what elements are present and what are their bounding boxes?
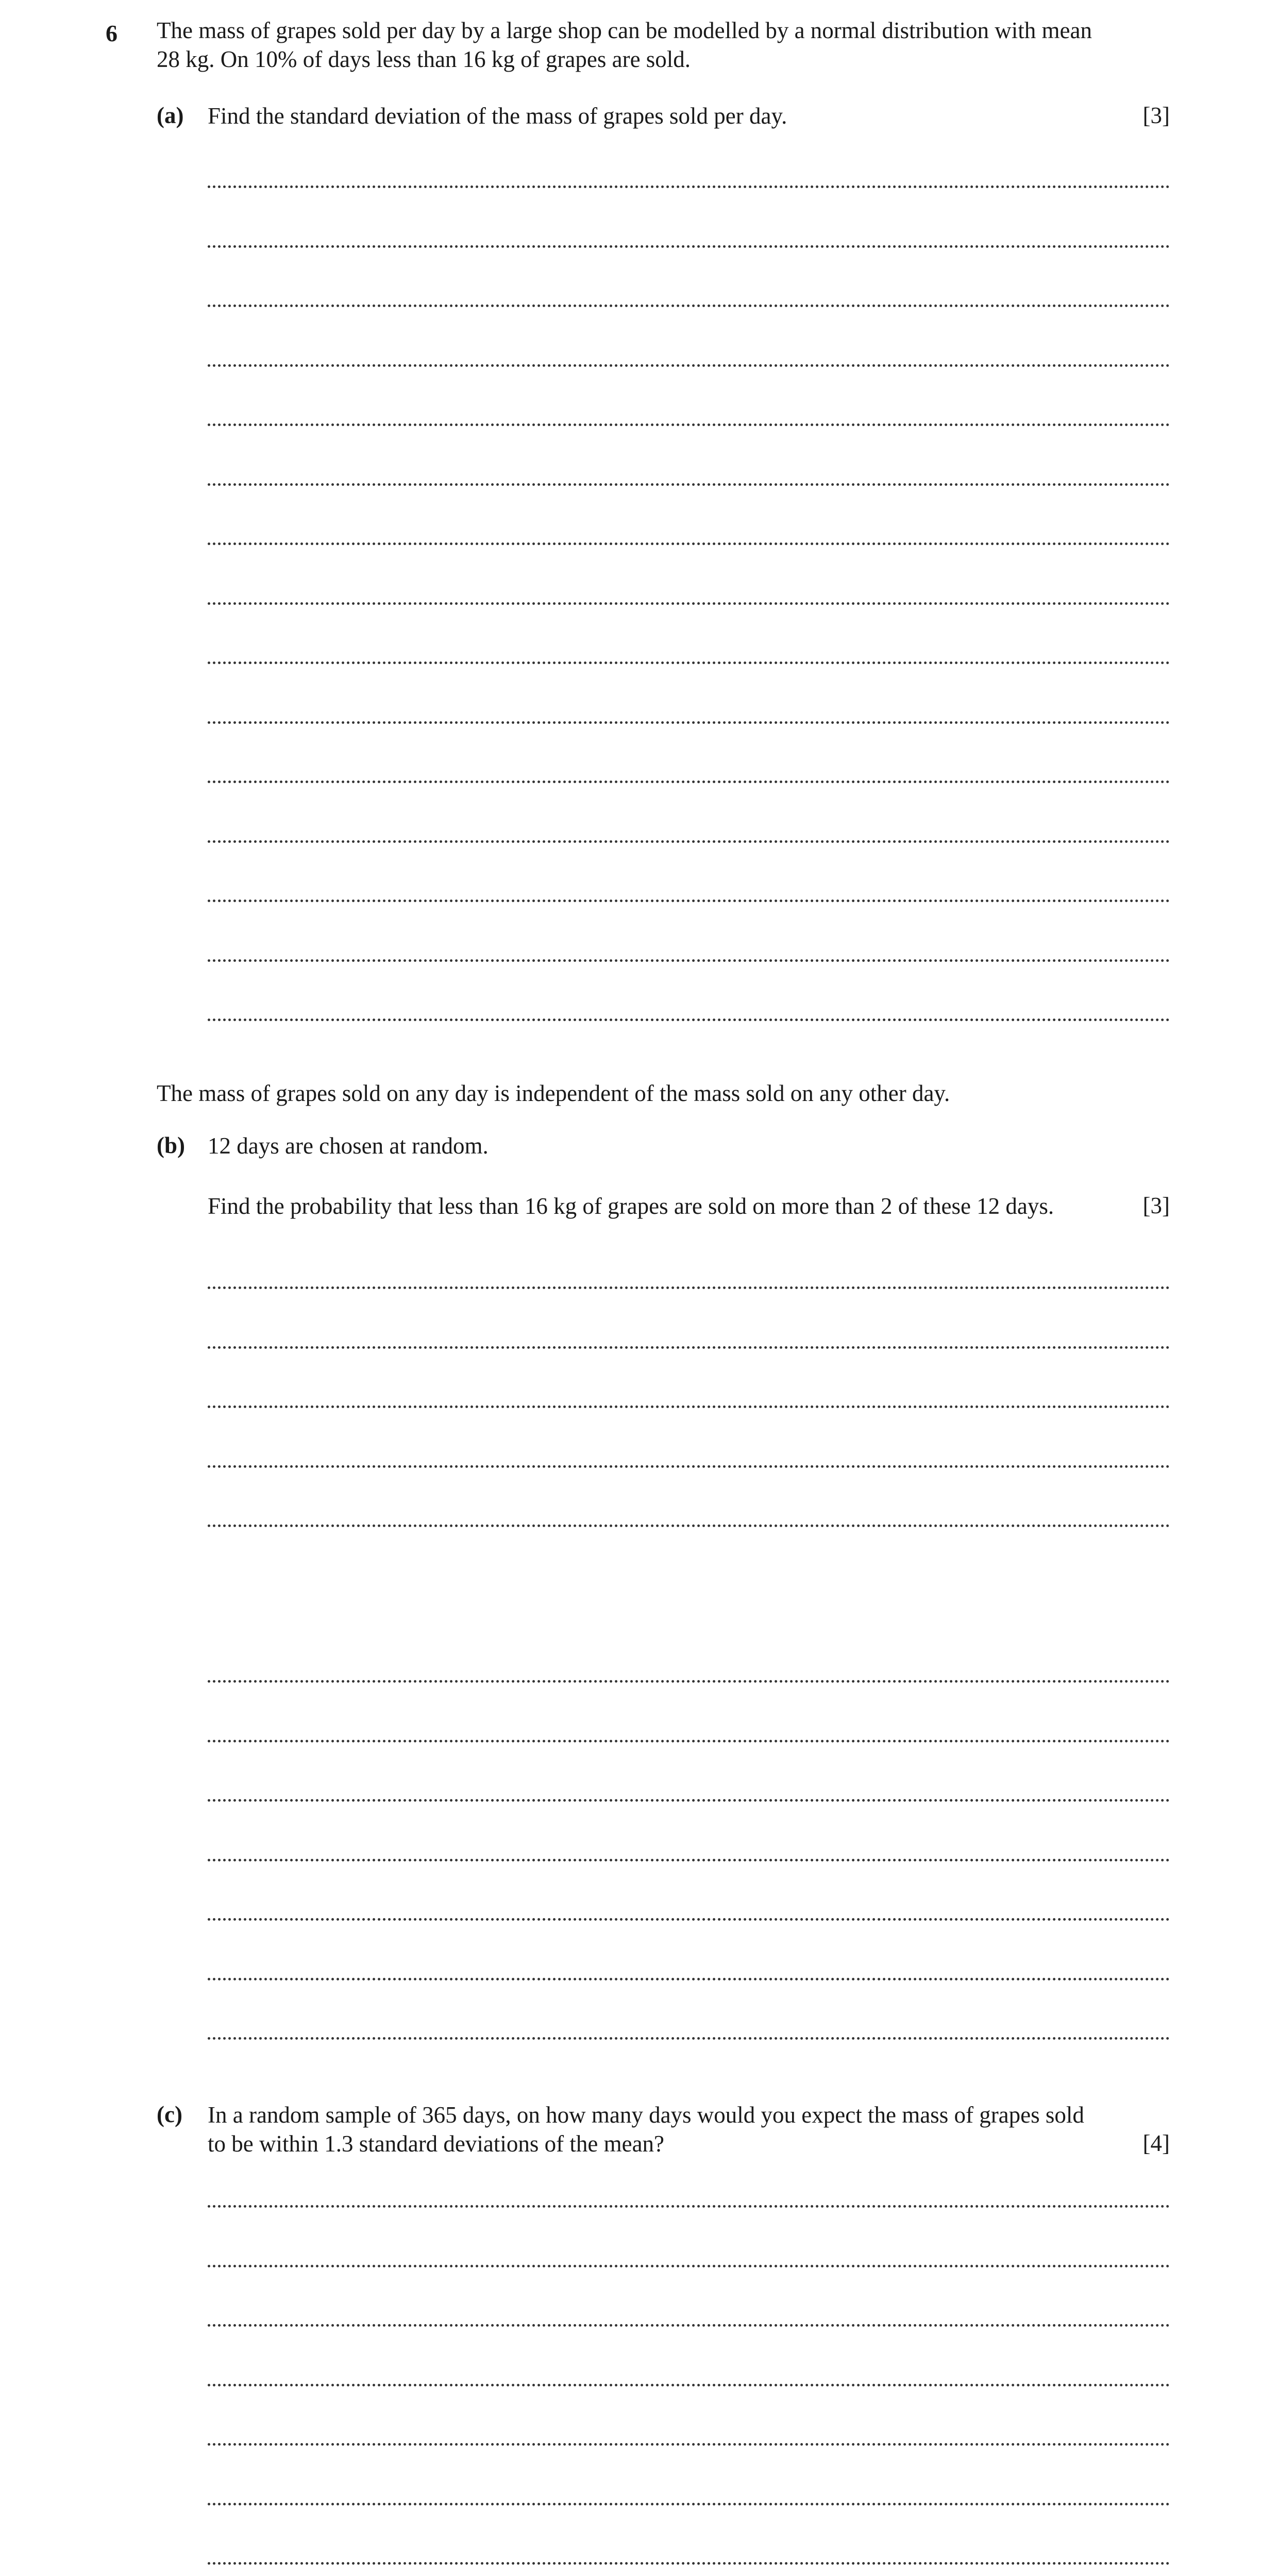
question-number: 6 (106, 20, 117, 46)
answer-line[interactable] (208, 1680, 1170, 1683)
answer-line[interactable] (208, 2265, 1170, 2267)
answer-line[interactable] (208, 1740, 1170, 1742)
answer-line[interactable] (208, 1465, 1170, 1468)
answer-line[interactable] (208, 959, 1170, 962)
answer-line[interactable] (208, 1859, 1170, 1861)
answer-line[interactable] (208, 423, 1170, 426)
answer-line[interactable] (208, 304, 1170, 307)
question-stem-line-2: 28 kg. On 10% of days less than 16 kg of grapes are sold. (157, 46, 691, 72)
part-a-label: (a) (157, 103, 184, 128)
part-b-text-1: 12 days are chosen at random. (208, 1133, 489, 1159)
answer-line[interactable] (208, 2324, 1170, 2327)
answer-line[interactable] (208, 1019, 1170, 1021)
answer-line[interactable] (208, 1524, 1170, 1527)
answer-line[interactable] (208, 900, 1170, 902)
part-a-marks: [3] (1142, 103, 1170, 128)
answer-line[interactable] (208, 1978, 1170, 1980)
answer-line[interactable] (208, 781, 1170, 783)
answer-line[interactable] (208, 1286, 1170, 1289)
answer-line[interactable] (208, 2037, 1170, 2040)
answer-line[interactable] (208, 2205, 1170, 2208)
question-stem-line-1: The mass of grapes sold per day by a large shop can be modelled by a normal distribution with mean (157, 18, 1092, 43)
answer-line[interactable] (208, 1346, 1170, 1349)
answer-line[interactable] (208, 483, 1170, 486)
independence-statement: The mass of grapes sold on any day is independent of the mass sold on any other day. (157, 1080, 950, 1106)
part-b-text-2: Find the probability that less than 16 kg of grapes are sold on more than 2 of these 12 days. (208, 1193, 1054, 1219)
answer-line[interactable] (208, 662, 1170, 664)
answer-line[interactable] (208, 2384, 1170, 2386)
part-c-text-1: In a random sample of 365 days, on how many days would you expect the mass of grapes sold (208, 2102, 1084, 2128)
answer-line[interactable] (208, 185, 1170, 188)
part-b-label: (b) (157, 1132, 185, 1158)
answer-line[interactable] (208, 543, 1170, 545)
part-c-marks: [4] (1142, 2130, 1170, 2156)
answer-line[interactable] (208, 2503, 1170, 2505)
answer-line[interactable] (208, 840, 1170, 843)
answer-line[interactable] (208, 245, 1170, 248)
part-c-label: (c) (157, 2102, 182, 2127)
answer-line[interactable] (208, 1918, 1170, 1921)
answer-line[interactable] (208, 364, 1170, 367)
answer-line[interactable] (208, 602, 1170, 605)
answer-line[interactable] (208, 1405, 1170, 1408)
answer-line[interactable] (208, 2443, 1170, 2446)
answer-line[interactable] (208, 721, 1170, 724)
part-b-marks: [3] (1142, 1193, 1170, 1218)
answer-line[interactable] (208, 2562, 1170, 2565)
part-c-text-2: to be within 1.3 standard deviations of the mean? (208, 2131, 665, 2157)
part-a-text: Find the standard deviation of the mass of grapes sold per day. (208, 103, 787, 129)
answer-line[interactable] (208, 1799, 1170, 1802)
